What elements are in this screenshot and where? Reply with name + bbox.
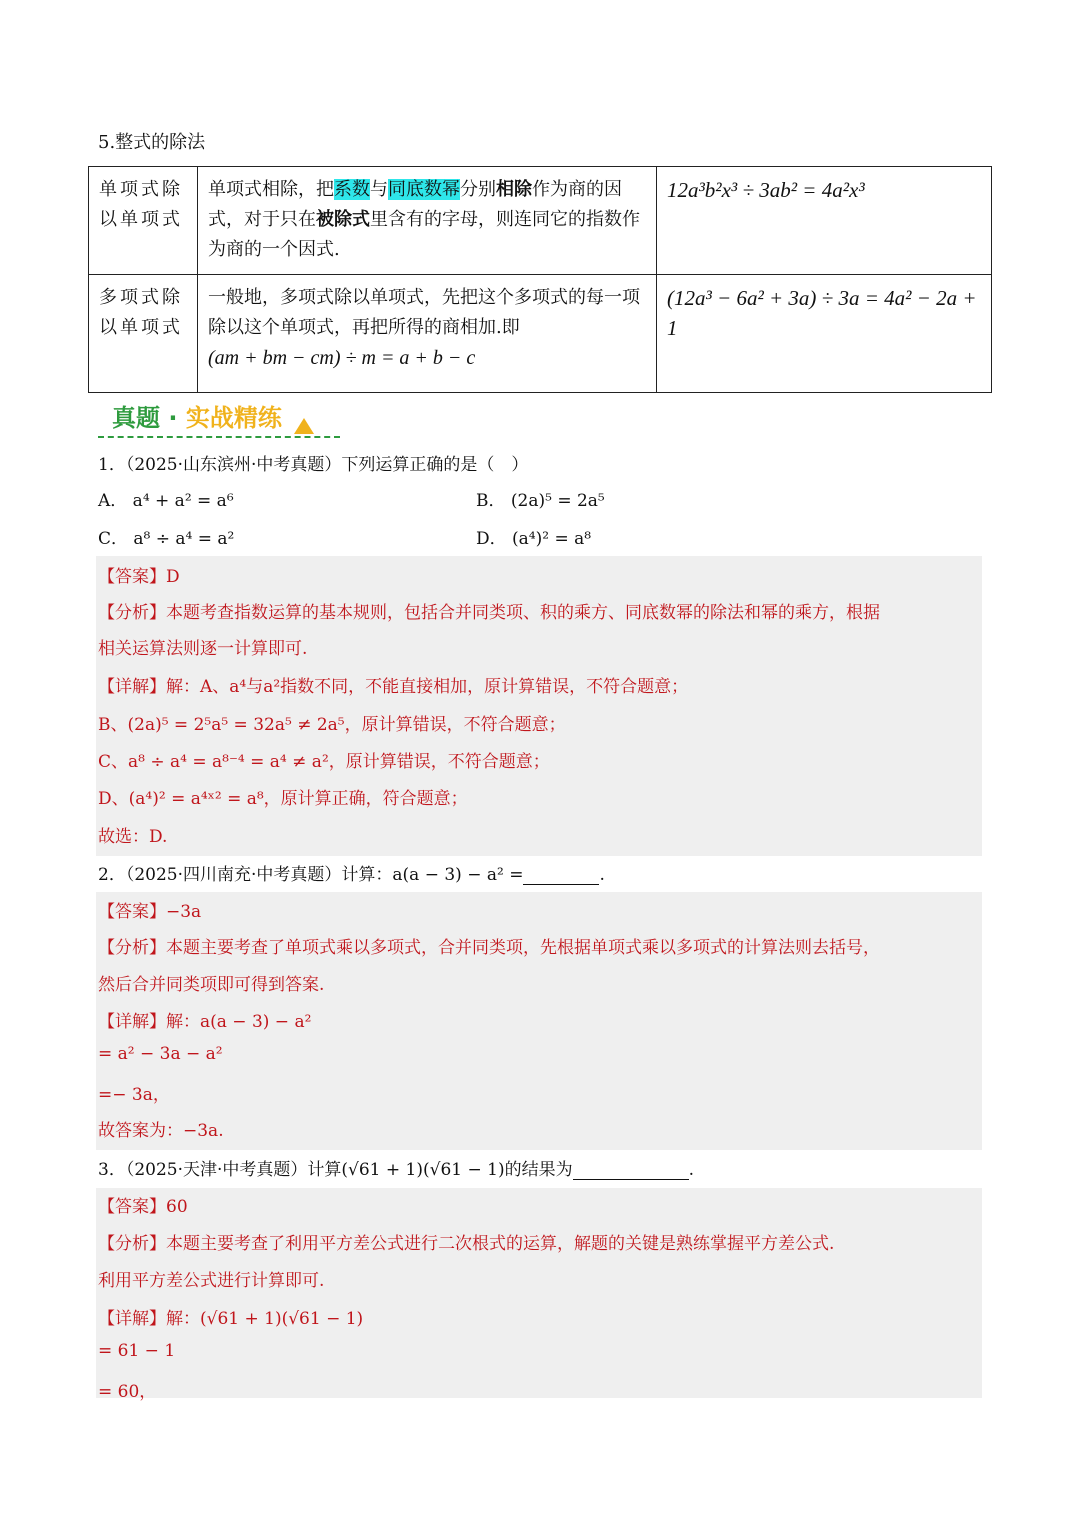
detail-1-c: C、a⁸ ÷ a⁴ = a⁸⁻⁴ = a⁴ ≠ a²，原计算错误，不符合题意；: [98, 752, 550, 772]
rule-example: 12a³b²x³ ÷ 3ab² = 4a²x³: [657, 167, 992, 275]
section-title: 5.整式的除法: [98, 132, 206, 153]
analysis-2-cont: 然后合并同类项即可得到答案.: [98, 975, 325, 995]
option-a: A． a⁴ + a² = a⁶: [98, 491, 234, 511]
answer-2: 【答案】−3a: [98, 902, 202, 922]
answer-block-3: [96, 1188, 982, 1398]
table-row: [89, 167, 992, 275]
analysis-2: 【分析】本题主要考查了单项式乘以多项式，合并同类项，先根据单项式乘以多项式的计算法则去括号，: [98, 938, 880, 958]
analysis-3: 【分析】本题主要考查了利用平方差公式进行二次根式的运算，解题的关键是熟练掌握平方差公式.: [98, 1234, 835, 1254]
rules-table: [88, 166, 992, 393]
highlight-coefficient: 系数: [334, 179, 370, 200]
detail-3-b: = 61 − 1: [98, 1341, 176, 1361]
rule-name: 多项式除以单项式: [89, 275, 198, 393]
answer-blank: [573, 1163, 689, 1180]
analysis-1-cont: 相关运算法则逐一计算即可.: [98, 639, 308, 659]
rule-description: 一般地，多项式除以单项式，先把这个多项式的每一项除以这个单项式，再把所得的商相加.即 (am + bm − cm) ÷ m = a + b − c: [198, 275, 657, 393]
answer-1: 【答案】D: [98, 567, 180, 587]
answer-3: 【答案】60: [98, 1197, 188, 1217]
analysis-3-cont: 利用平方差公式进行计算即可.: [98, 1271, 325, 1291]
triangle-icon: [294, 418, 314, 434]
table-row: [89, 275, 992, 393]
detail-1-b: B、(2a)⁵ = 2⁵a⁵ = 32a⁵ ≠ 2a⁵，原计算错误，不符合题意；: [98, 715, 566, 735]
option-b: B． (2a)⁵ = 2a⁵: [476, 491, 605, 511]
detail-2-c: =− 3a，: [98, 1085, 170, 1105]
detail-1-d: D、(a⁴)² = a⁴ˣ² = a⁸，原计算正确，符合题意；: [98, 789, 468, 809]
analysis-1: 【分析】本题考查指数运算的基本规则，包括合并同类项、积的乘方、同底数幂的除法和幂的乘方，根据: [98, 603, 880, 623]
practice-banner: 真题 · 实战精练: [98, 398, 348, 442]
detail-1-a: 【详解】解：A、a⁴与a²指数不同，不能直接相加，原计算错误，不符合题意；: [98, 677, 689, 697]
rule-name: 单项式除以单项式: [89, 167, 198, 275]
question-2-stem: 2．（2025·四川南充·中考真题）计算：a(a − 3) − a² = .: [98, 865, 605, 885]
rule-description: 单项式相除，把系数与同底数幂分别相除作为商的因式，对于只在被除式里含有的字母，则连同它的指数作为商的一个因式.: [198, 167, 657, 275]
detail-2-conclusion: 故答案为：−3a.: [98, 1121, 224, 1141]
option-d: D． (a⁴)² = a⁸: [476, 529, 592, 549]
question-3-stem: 3．（2025·天津·中考真题）计算(√61 + 1)(√61 − 1)的结果为 .: [98, 1160, 694, 1180]
rule-example: (12a³ − 6a² + 3a) ÷ 3a = 4a² − 2a + 1: [657, 275, 992, 393]
question-1-stem: 1．（2025·山东滨州·中考真题）下列运算正确的是（ ）: [98, 455, 529, 475]
detail-3-a: 【详解】解：(√61 + 1)(√61 − 1): [98, 1309, 364, 1329]
detail-2-b: = a² − 3a − a²: [98, 1044, 223, 1064]
rule-formula: (am + bm − cm) ÷ m = a + b − c: [208, 347, 476, 369]
detail-2-a: 【详解】解：a(a − 3) − a²: [98, 1012, 312, 1032]
detail-1-conclusion: 故选：D.: [98, 827, 168, 847]
detail-3-c: = 60，: [98, 1382, 157, 1402]
option-c: C． a⁸ ÷ a⁴ = a²: [98, 529, 235, 549]
answer-blank: [523, 868, 599, 885]
banner-divider: [98, 436, 340, 438]
highlight-same-base-power: 同底数幂: [388, 179, 460, 200]
